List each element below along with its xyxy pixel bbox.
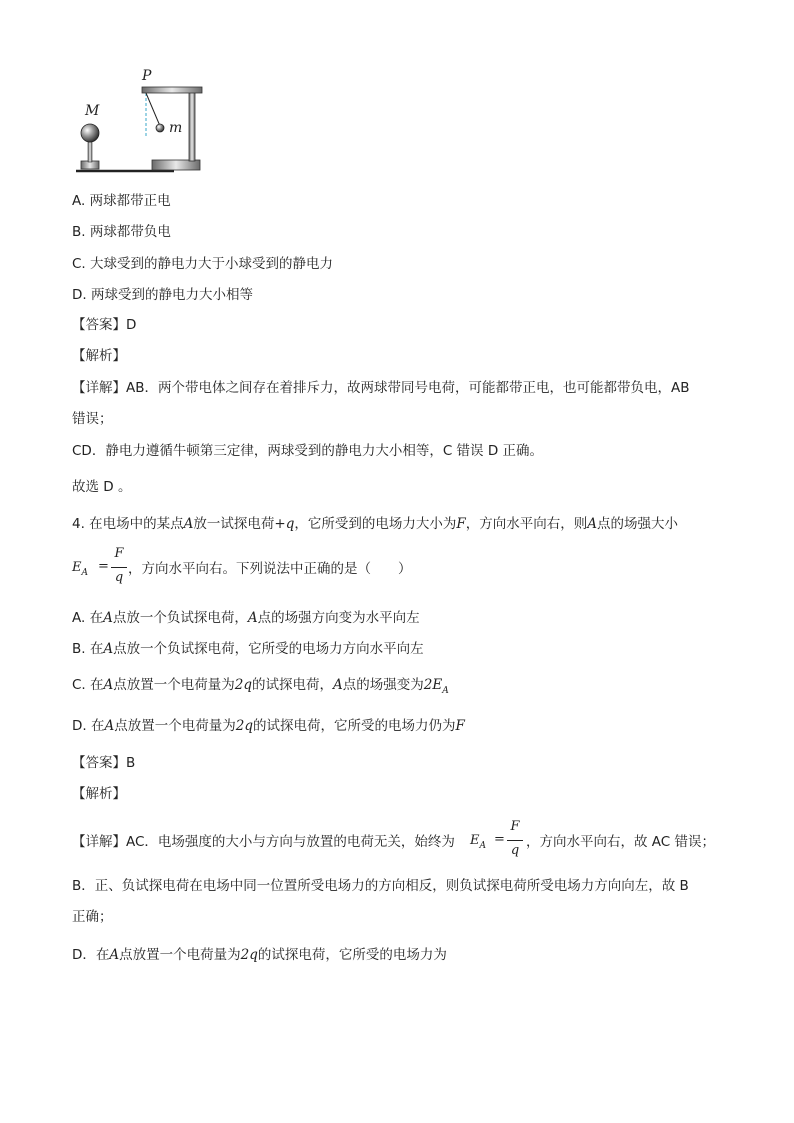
q4-detail-b-line2: 正确； [72,909,113,925]
thread [146,93,160,126]
q4-stem-b: 放一试探电荷 [193,516,275,532]
stand-base-right [152,160,200,170]
stand-pole-right [189,92,195,161]
formula2-E: $E_A$ [470,833,486,851]
label-M: M [85,103,100,119]
stand-pole-M [88,142,92,162]
q3-option-b: B. 两球都带负电 [72,224,171,240]
q4-detail-b-line1: B．正、负试探电荷在电场中同一位置所受电场力的方向相反，则负试探电荷所受电场力方向向左，故 B [72,878,689,894]
q3-detail-line2: 错误； [72,411,113,427]
formula2-denominator: q [510,843,520,858]
ball-M [81,124,99,142]
q4-option-d: D. 在A点放置一个电荷量为2q的试探电荷，它所受的电场力仍为F [72,718,465,734]
q4-option-a: A. 在A点放一个负试探电荷，A点的场强方向变为水平向左 [72,610,420,626]
q4-ac-text2: ，方向水平向右，故 AC 错误； [526,834,716,850]
q3-detail-line1: 【详解】AB．两个带电体之间存在着排斥力，故两球带同号电荷，可能都带正电，也可能都带负电，AB [72,380,690,396]
formula2-bar [507,840,523,841]
q4-stem-d: ，方向水平向右，则 [465,516,588,532]
q4-stem-c: ，它所受到的电场力大小为 [294,516,457,532]
q4-stem-e: 点的场强大小 [597,516,679,532]
q3-option-c: C. 大球受到的静电力大于小球受到的静电力 [72,256,334,272]
formula-denominator: q [114,570,124,585]
force-F: F [456,516,466,532]
label-m: m [169,120,183,136]
formula-equals: = [98,559,109,574]
label-P: P [142,68,152,84]
q3-option-d: D. 两球受到的静电力大小相等 [72,287,253,303]
q4-detail-ac [72,818,732,864]
apparatus-diagram [60,60,220,180]
formula2-equals: = [494,832,505,847]
point-A: A [587,516,598,532]
q4-option-b: B. 在A点放一个负试探电荷，它所受的电场力方向水平向左 [72,641,424,657]
q4-analysis-title: 【解析】 [72,786,126,802]
formula2-numerator: F [510,819,520,834]
formula-E: $E_A$ [72,560,88,578]
stand-arm [142,87,202,93]
ball-m [156,124,164,132]
q3-detail-line4: 故选 D 。 [72,479,132,495]
charge-plus-q: +q [274,516,295,532]
q3-detail-line3: CD．静电力遵循牛顿第三定律，两球受到的静电力大小相等，C 错误 D 正确。 [72,443,544,459]
formula-bar [111,567,127,568]
q3-analysis-title: 【解析】 [72,348,126,364]
q3-option-a: A. 两球都带正电 [72,193,171,209]
q4-stem-line1 [72,514,678,534]
point-A: A [183,516,194,532]
q4-option-c: C. 在A点放置一个电荷量为2q的试探电荷，A点的场强变为$2E_A$ [72,677,449,696]
q4-stem-f: ，方向水平向右。下列说法中正确的是（ ） [128,561,412,577]
q4-stem-a: 4. 在电场中的某点 [72,516,184,532]
q4-formula-line [72,544,472,594]
q4-detail-d: D．在A点放置一个电荷量为2q的试探电荷，它所受的电场力为 [72,947,447,963]
q3-answer: 【答案】D [72,317,137,333]
q4-answer: 【答案】B [72,755,136,771]
apparatus-figure [60,60,220,180]
formula-numerator: F [114,546,124,561]
q4-ac-text1: 【详解】AC．电场强度的大小与方向与放置的电荷无关，始终为 [72,834,455,850]
